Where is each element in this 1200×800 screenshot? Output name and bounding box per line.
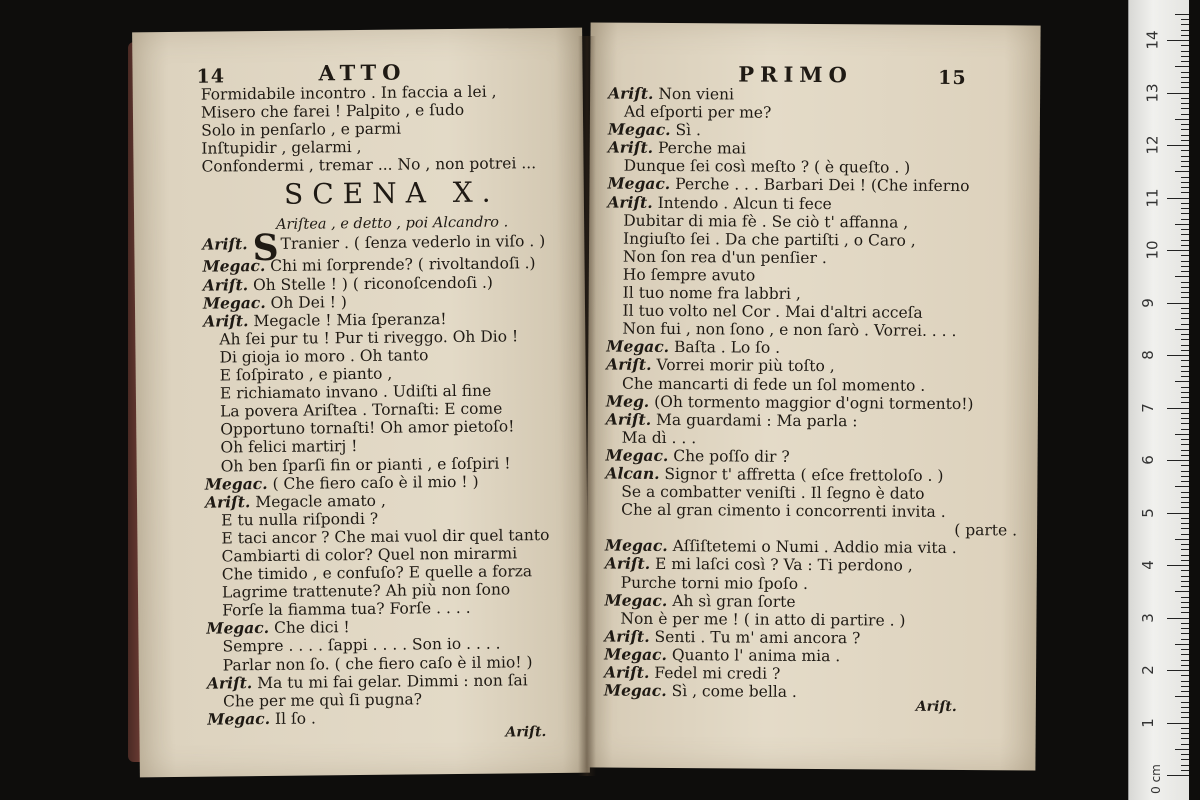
ruler-tick <box>1181 313 1189 314</box>
line-text: Sì , come bella . <box>671 682 797 701</box>
ruler-tick <box>1181 51 1189 52</box>
ruler-tick <box>1181 334 1189 335</box>
ruler-tick <box>1181 156 1189 157</box>
line-text: Parlar non ſo. ( che fiero caſo è il mio! ) <box>222 652 533 674</box>
line-text: Purche torni mio ſpoſo . <box>620 573 809 593</box>
line-text: Ma dì . . . <box>621 428 697 447</box>
ruler-tick <box>1181 707 1189 708</box>
ruler-tick <box>1181 297 1189 298</box>
line-text: Oh ben ſparſi fin or pianti , e ſoſpiri ! <box>220 453 511 475</box>
line-text: Vorrei morir più toſto , <box>656 356 835 376</box>
ruler-tick <box>1181 19 1189 20</box>
speaker-label: Alcan. <box>605 463 660 483</box>
ruler-tick <box>1181 733 1189 734</box>
ruler-tick <box>1181 481 1189 482</box>
line-text: Intendo . Alcun ti fece <box>657 193 832 213</box>
ruler-tick <box>1181 177 1189 178</box>
line-text: Solo in penſarlo , e parmi <box>201 119 402 140</box>
ruler-tick <box>1181 439 1189 440</box>
ruler-label: 13 <box>1143 82 1162 103</box>
line-text: Non ſon rea d'un penſier . <box>622 247 827 267</box>
ruler-tick <box>1181 366 1189 367</box>
ruler-label: 3 <box>1138 612 1157 623</box>
line-text: Opportuno tornaſti! Oh amor pietoſo! <box>220 417 515 439</box>
ruler-tick <box>1181 129 1189 130</box>
line-text: E richiamato invano . Udiſti al fine <box>219 381 492 403</box>
ruler-tick <box>1181 350 1189 351</box>
line-text: Non è per me ! ( in atto di partire . ) <box>620 609 906 630</box>
ruler-tick <box>1181 182 1189 183</box>
line-text: E tu nulla riſpondi ? <box>221 509 379 530</box>
line-text: Formidabile incontro . In faccia a lei , <box>200 82 497 104</box>
line-text: Che per me quì ſi pugna? <box>223 690 423 711</box>
ruler-tick <box>1181 476 1189 477</box>
ruler-tick <box>1181 376 1189 377</box>
ruler-tick <box>1181 654 1189 655</box>
line-text: Che timido , e confuſo? E quelle a forza <box>221 562 533 584</box>
ruler-tick <box>1181 245 1189 246</box>
line-text: Oh felici martirj ! <box>220 437 358 457</box>
ruler-tick <box>1181 497 1189 498</box>
speaker-label: Ariſt. <box>203 310 249 331</box>
ruler-tick <box>1181 192 1189 193</box>
ruler-tick <box>1175 696 1189 697</box>
ruler-tick <box>1175 749 1189 750</box>
line-text: Dunque ſei così meſto ? ( è queſto . ) <box>623 157 911 178</box>
line-text: Sì . <box>675 121 702 140</box>
ruler-tick <box>1175 381 1189 382</box>
ruler-tick <box>1167 775 1189 776</box>
line-text: Confondermi , tremar ... No , non potrei ... <box>201 154 537 177</box>
line-text: Ah sì gran ſorte <box>672 591 796 611</box>
ruler-tick <box>1181 187 1189 188</box>
line-text: Di gioja io moro . Oh tanto <box>219 346 429 367</box>
line-text: Fedel mi credi ? <box>654 663 781 683</box>
line-text: E taci ancor ? Che mai vuol dir quel tanto <box>221 525 550 548</box>
ruler-tick <box>1175 434 1189 435</box>
drop-cap: S <box>252 227 279 270</box>
ruler-tick <box>1181 87 1189 88</box>
ruler-label: 5 <box>1138 507 1157 518</box>
speaker-label: Megac. <box>605 445 669 465</box>
ruler-tick <box>1181 271 1189 272</box>
text-line <box>605 501 1025 522</box>
ruler-tick <box>1181 371 1189 372</box>
ruler-label: 4 <box>1138 560 1157 570</box>
line-text: Che al gran cimento i concorrenti invita . <box>621 500 946 522</box>
ruler-tick <box>1181 597 1189 598</box>
line-text: Ma guardami : Ma parla : <box>656 410 858 430</box>
ruler-tick <box>1181 502 1189 503</box>
ruler-tick <box>1167 723 1189 724</box>
ruler-tick <box>1181 560 1189 561</box>
ruler-tick <box>1181 712 1189 713</box>
line-text: Misero che farei ! Palpito , e ſudo <box>200 100 465 122</box>
ruler-tick <box>1181 702 1189 703</box>
line-text: Sempre . . . . ſappi . . . . Son io . . . . <box>222 634 501 656</box>
ruler-tick <box>1181 360 1189 361</box>
ruler-tick <box>1167 670 1189 671</box>
ruler-tick <box>1181 549 1189 550</box>
ruler-tick <box>1181 581 1189 582</box>
scene-title: SCENA X. <box>283 176 500 212</box>
speaker-label: Ariſt. <box>608 83 654 103</box>
line-text: Megacle amato , <box>255 491 386 511</box>
speaker-label: Ariſt. <box>607 192 653 212</box>
ruler-label: 10 <box>1143 240 1162 260</box>
ruler-tick <box>1181 402 1189 403</box>
ruler-tick <box>1181 728 1189 729</box>
ruler-tick <box>1181 544 1189 545</box>
text-line <box>201 154 581 176</box>
line-text: E ſoſpirato , e pianto , <box>219 364 393 385</box>
speaker-label: Megac. <box>202 256 266 277</box>
line-text: Oh Dei ! ) <box>270 292 348 312</box>
ruler-tick <box>1181 738 1189 739</box>
ruler-label: 9 <box>1138 297 1157 308</box>
ruler-tick <box>1181 318 1189 319</box>
speaker-label: Megac. <box>604 535 668 556</box>
catchword-right: Ariſt. <box>915 698 957 716</box>
speaker-label: Megac. <box>603 680 667 701</box>
ruler-tick <box>1181 324 1189 325</box>
ruler-tick <box>1181 124 1189 125</box>
ruler-tick <box>1181 492 1189 493</box>
line-text: Chi mi ſorprende? ( rivoltandoſi .) <box>270 254 536 276</box>
ruler-tick <box>1181 266 1189 267</box>
measurement-ruler <box>1128 0 1189 800</box>
ruler-label: 8 <box>1138 350 1157 360</box>
left-lines-before-scene <box>201 82 582 176</box>
running-title-left: ATTO <box>318 59 407 86</box>
ruler-tick <box>1181 628 1189 629</box>
ruler-tick <box>1181 161 1189 162</box>
open-book <box>128 22 1050 782</box>
line-text: Forſe la fiamma tua? Forſe . . . . <box>222 599 471 620</box>
right-lines <box>604 85 1028 703</box>
ruler-label: 2 <box>1138 665 1157 675</box>
ruler-tick <box>1167 40 1189 41</box>
ruler-tick <box>1181 534 1189 535</box>
catchword-left: Ariſt. <box>505 724 547 741</box>
ruler-tick <box>1167 303 1189 304</box>
ruler-tick <box>1181 744 1189 745</box>
speaker-label: Ariſt. <box>607 137 654 158</box>
speaker-label: Ariſt. <box>204 491 251 512</box>
ruler-tick <box>1181 72 1189 73</box>
ruler-tick <box>1181 471 1189 472</box>
ruler-tick <box>1181 465 1189 466</box>
ruler-tick <box>1175 591 1189 592</box>
ruler-tick <box>1175 14 1189 15</box>
ruler-tick <box>1175 276 1189 277</box>
ruler-tick <box>1181 255 1189 256</box>
ruler-tick <box>1181 339 1189 340</box>
ruler-unit: 0 cm <box>1148 764 1163 794</box>
line-text: Senti . Tu m' ami ancora ? <box>654 627 861 648</box>
left-lines-after-scene <box>202 254 587 728</box>
book-gutter <box>578 36 596 776</box>
speaker-label: Megac. <box>607 119 671 140</box>
ruler-tick <box>1181 518 1189 519</box>
ruler-tick <box>1181 754 1189 755</box>
ruler-tick <box>1167 618 1189 619</box>
ruler-tick <box>1181 45 1189 46</box>
page-number-right: 15 <box>938 66 967 90</box>
text-line <box>605 573 1025 594</box>
ruler-label: 12 <box>1143 135 1162 155</box>
ruler-tick <box>1181 208 1189 209</box>
left-text-block <box>201 82 588 729</box>
ruler-tick <box>1181 387 1189 388</box>
ruler-tick <box>1167 198 1189 199</box>
line-text: Non fui , non ſono , e non ſarò . Vorrei. . . . <box>622 319 957 341</box>
ruler-tick <box>1181 103 1189 104</box>
ruler-tick <box>1181 418 1189 419</box>
ruler-tick <box>1167 460 1189 461</box>
ruler-tick <box>1175 171 1189 172</box>
ruler-tick <box>1181 555 1189 556</box>
ruler-tick <box>1181 213 1189 214</box>
ruler-tick <box>1181 24 1189 25</box>
line-text: Tranier . ( ſenza vederlo in viſo . ) <box>280 232 546 254</box>
scene-characters: Ariſtea , e detto , poi Alcandro . <box>275 214 509 234</box>
ruler-tick <box>1181 612 1189 613</box>
left-page <box>132 28 590 778</box>
ruler-label: 1 <box>1138 717 1157 728</box>
ruler-tick <box>1181 633 1189 634</box>
speaker-label: Ariſt. <box>604 626 650 646</box>
line-text: Ah ſei pur tu ! Pur ti riveggo. Oh Dio ! <box>219 327 519 349</box>
line-text: Lagrime trattenute? Ah più non ſono <box>221 580 511 602</box>
ruler-tick <box>1181 135 1189 136</box>
line-text: Il ſo . <box>274 709 317 728</box>
ruler-tick <box>1181 455 1189 456</box>
ruler-tick <box>1181 30 1189 31</box>
ruler-tick <box>1181 308 1189 309</box>
ruler-tick <box>1175 329 1189 330</box>
speaker-label: Megac. <box>204 473 268 494</box>
ruler-tick <box>1181 282 1189 283</box>
ruler-tick <box>1181 570 1189 571</box>
line-text: ( Che fiero caſo è il mio ! ) <box>272 472 479 493</box>
ruler-tick <box>1167 565 1189 566</box>
line-text: Il tuo nome fra labbri , <box>622 283 801 303</box>
right-text-block <box>604 85 1028 703</box>
ruler-tick <box>1181 150 1189 151</box>
line-text: Ingiuſto ſei . Da che partiſti , o Caro , <box>623 229 916 250</box>
ruler-tick <box>1181 114 1189 115</box>
line-text: Oh Stelle ! ) ( riconoſcendoſi .) <box>252 273 493 294</box>
ruler-tick <box>1181 229 1189 230</box>
speaker-label: Ariſt. <box>202 274 249 295</box>
ruler-tick <box>1181 660 1189 661</box>
ruler-tick <box>1181 35 1189 36</box>
ruler-tick <box>1181 686 1189 687</box>
ruler-tick <box>1181 444 1189 445</box>
ruler-tick <box>1181 98 1189 99</box>
ruler-tick <box>1181 681 1189 682</box>
ruler-tick <box>1175 66 1189 67</box>
ruler-tick <box>1181 140 1189 141</box>
ruler-tick <box>1181 675 1189 676</box>
ruler-tick <box>1181 586 1189 587</box>
ruler-tick <box>1181 423 1189 424</box>
ruler-tick <box>1181 665 1189 666</box>
ruler-tick <box>1181 345 1189 346</box>
line-text: Megacle ! Mia ſperanza! <box>253 309 447 330</box>
ruler-tick <box>1167 93 1189 94</box>
line-text: Ad eſporti per me? <box>623 102 772 122</box>
speaker-label: Ariſt. <box>605 409 652 429</box>
speaker-label: Megac. <box>202 292 266 313</box>
ruler-tick <box>1181 607 1189 608</box>
ruler-tick <box>1181 166 1189 167</box>
speaker-label: Megac. <box>604 590 668 610</box>
ruler-tick <box>1181 649 1189 650</box>
ruler-tick <box>1181 392 1189 393</box>
line-text: Aſſiſtetemi o Numi . Addio mia vita . <box>672 537 957 558</box>
ruler-tick <box>1175 644 1189 645</box>
ruler-tick <box>1181 717 1189 718</box>
speaker-label: Megac. <box>606 336 670 357</box>
ruler-tick <box>1181 759 1189 760</box>
ruler-tick <box>1181 528 1189 529</box>
line-text: Quanto l' anima mia . <box>671 645 841 666</box>
line-text: Che mancarti di fede un ſol momento . <box>622 374 926 395</box>
ruler-label: 14 <box>1143 30 1162 50</box>
ruler-tick <box>1181 240 1189 241</box>
ruler-tick <box>1181 56 1189 57</box>
speaker-label: Megac. <box>604 644 667 664</box>
ruler-tick <box>1181 602 1189 603</box>
line-text: Inſtupidir , gelarmi , <box>201 138 362 158</box>
speaker-label: Ariſt. <box>606 354 652 375</box>
line-text: Perche . . . Barbari Dei ! (Che inferno <box>675 175 970 196</box>
ruler-tick <box>1181 429 1189 430</box>
text-line <box>604 682 1024 703</box>
speaker-label: Ariſt. <box>604 553 651 574</box>
ruler-tick <box>1181 203 1189 204</box>
line-text: Che poſſo dir ? <box>673 446 790 466</box>
ruler-tick <box>1167 408 1189 409</box>
ruler-tick <box>1181 292 1189 293</box>
line-text: Perche mai <box>657 139 747 158</box>
ruler-tick <box>1181 765 1189 766</box>
line-text: Dubitar di mia fè . Se ciò t' affanna , <box>623 211 909 232</box>
speaker-label: Megac. <box>607 174 671 194</box>
ruler-tick <box>1181 61 1189 62</box>
line-text: Se a combatter veniſti . Il ſegno è dato <box>621 482 925 503</box>
ruler-tick <box>1167 355 1189 356</box>
ruler-tick <box>1175 539 1189 540</box>
line-text: Che dici ! <box>273 618 350 638</box>
ruler-tick <box>1181 623 1189 624</box>
ruler-tick <box>1181 287 1189 288</box>
speaker-label: Ariſt. <box>202 234 248 255</box>
running-title-right: PRIMO <box>738 61 853 88</box>
speaker-label: Meg. <box>605 391 650 411</box>
line-text: Ho ſempre avuto <box>622 265 756 285</box>
line-text: Il tuo volto nel Cor . Mai d'altri acceſa <box>622 301 923 322</box>
ruler-tick <box>1181 507 1189 508</box>
ruler-label: 6 <box>1138 455 1157 465</box>
ruler-tick <box>1175 224 1189 225</box>
ruler-tick <box>1167 250 1189 251</box>
line-text: Baſta . Lo ſo . <box>673 338 781 358</box>
ruler-tick <box>1181 397 1189 398</box>
ruler-tick <box>1181 108 1189 109</box>
speaker-label: Ariſt. <box>604 662 650 682</box>
line-text: La povera Ariſtea . Tornaſti: E come <box>219 399 503 421</box>
ruler-tick <box>1167 513 1189 514</box>
ruler-tick <box>1181 77 1189 78</box>
right-page <box>585 22 1040 770</box>
line-text: Non vieni <box>658 84 735 104</box>
ruler-tick <box>1181 219 1189 220</box>
ruler-tick <box>1175 119 1189 120</box>
ruler-tick <box>1181 691 1189 692</box>
ruler-tick <box>1181 770 1189 771</box>
ruler-tick <box>1181 576 1189 577</box>
ruler-label: 11 <box>1143 187 1162 208</box>
speaker-label: Ariſt. <box>206 672 253 693</box>
ruler-tick <box>1181 261 1189 262</box>
ruler-tick <box>1181 450 1189 451</box>
ruler-tick <box>1181 413 1189 414</box>
ruler-tick <box>1167 145 1189 146</box>
line-text: ( parte . <box>954 521 1018 540</box>
ruler-tick <box>1181 82 1189 83</box>
line-text: Signor t' affretta ( eſce frettoloſo . ) <box>664 464 944 485</box>
speaker-label: Megac. <box>206 618 270 638</box>
ruler-tick <box>1181 523 1189 524</box>
line-text: (Oh tormento maggior d'ogni tormento!) <box>654 392 974 413</box>
ruler-tick <box>1175 486 1189 487</box>
page-number-left: 14 <box>196 65 226 88</box>
ruler-label: 7 <box>1138 402 1157 413</box>
speaker-label: Megac. <box>207 708 271 729</box>
ruler-tick <box>1181 639 1189 640</box>
line-text: E mi laſci così ? Va : Ti perdono , <box>655 555 913 576</box>
line-text: Ma tu mi fai gelar. Dimmi : non ſai <box>257 670 528 692</box>
ruler-tick <box>1181 234 1189 235</box>
line-text: Cambiarti di color? Quel non mirarmi <box>221 544 518 566</box>
